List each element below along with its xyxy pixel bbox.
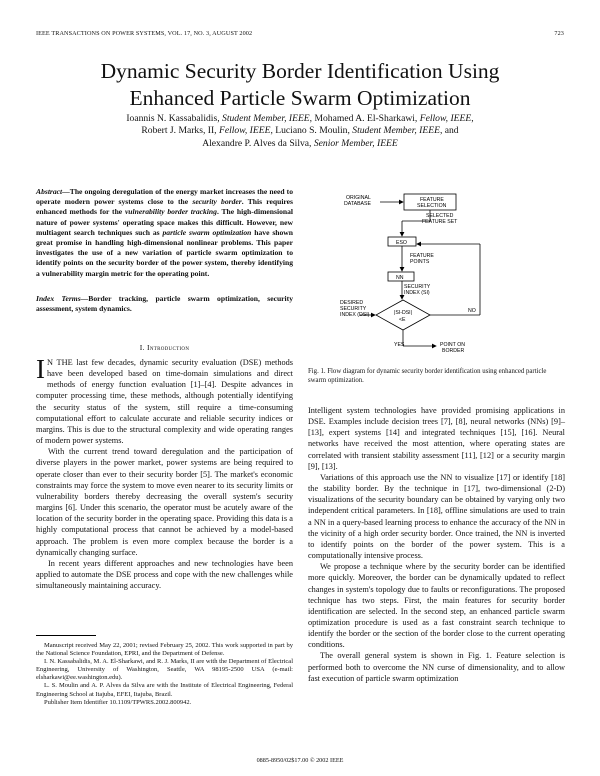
index-terms-text: —Border tracking, particle swarm optimization, security assessment, system dynamics. (36, 294, 293, 314)
author-2: , Mohamed A. El-Sharkawi, (309, 113, 420, 124)
author-3-role: Fellow, IEEE (218, 125, 271, 137)
figure-caption: Fig. 1. Flow diagram for dynamic security border identification using enhanced particle swarm optimization. (308, 368, 547, 384)
author-2-role: Fellow, IEEE (419, 113, 472, 124)
footnote-rule (36, 635, 96, 636)
label-security-2: SECURITY (340, 306, 367, 312)
author-4: , Luciano S. Moulin, (270, 125, 353, 137)
flow-diagram-figure (308, 186, 565, 358)
author-4-end: , and (439, 125, 459, 137)
right-paragraph-1: Intelligent system technologies have provided promising applications in DSE. Examples include decision trees [7], [8], neural networks (NNs) [9]–[13], expert systems [14] and integrated techniques [15], [16]. Neural networks have received the most attention, where operating states are correlated with transient stability assessment [11], [12] or a security margin [9], [13]. (308, 406, 565, 471)
footnote-affiliation-1: I. N. Kassabalidis, M. A. El-Sharkawi, and R. J. Marks, II are with the Department of Electrical Engineering, University of Washington, Seattle, WA 98195-2500 USA (e-mail: elsharkawi@ee.washington.edu). (36, 658, 293, 682)
label-selected: SELECTED (426, 213, 454, 219)
label-yes: YES (394, 342, 405, 348)
footnote-affiliation-2: L. S. Moulin and A. P. Alves da Silva are with the Institute of Electrical Engineering, Federal Engineering School at Itajuba, EFEI, Itajuba, Brazil. (36, 682, 293, 698)
label-point-on: POINT ON (440, 342, 465, 348)
index-terms (36, 294, 293, 314)
label-feature: FEATURE (420, 197, 444, 203)
abstract-text-3: . The high-dimensional nature of power systems' operating space makes this difficult. However, new multiagent search techniques such as (36, 207, 293, 237)
abstract-text-2: . This requires enhanced methods for the (36, 197, 293, 217)
footnotes (36, 642, 293, 707)
author-1: Ioannis N. Kassabalidis, (126, 113, 223, 124)
label-nn: NN (396, 275, 404, 281)
abstract-term-1: security border (192, 197, 242, 207)
label-no: NO (468, 308, 476, 314)
section-heading: I. Introduction (139, 343, 190, 352)
title-line-1: Dynamic Security Border Identification Using (100, 59, 500, 83)
page-number: 723 (554, 30, 564, 37)
label-eso: ESO (396, 240, 407, 246)
abstract-text-4: have shown great promise in handling high-dimensional nonlinear problems. This paper investigates the use of a new variation of particle swarm optimization to identify points on the security border of the power system, thereby identifying a vulnerability margin metric for the operating point. (36, 227, 294, 278)
footnote-received: Manuscript received May 22, 2001; revised February 25, 2002. This work supported in part by the National Science Foundation, EPRI, and the Department of Defense. (36, 642, 293, 658)
label-desired: DESIRED (340, 300, 364, 306)
right-paragraph-3: We propose a technique where by the security border can be identified more quickly. Moreover, the border can be dynamically updated to reflect changes in system's topology due to faults or reconfigurations. The proposed technique has two steps. First, the main features for security border identification are selected. In the second step, an enhanced particle swarm optimization procedure is used as a fast constraint search technique to identify the border or the section of the border close to the current operating conditions. (308, 562, 565, 650)
intro-paragraph-2: With the current trend toward deregulation and the participation of diverse players in the power market, power systems are being required to operate closer than ever to their security border [5]. The market's economic constraints may force the system to move even nearer to its security limits or vulnerability borders thereby decreasing the overall system's security margins [6]. Under this scenario, the operator must be acutely aware of the location of the security border in the operating space. Providing this data is a highly computational process that cannot be achieved by a model-based approach. The problem is even more complex because the border is a dynamically changing surface. (36, 447, 293, 557)
label-index-si: INDEX (SI) (404, 290, 430, 296)
label-selection: SELECTION (417, 203, 447, 209)
author-5-role: Senior Member, IEEE (313, 137, 398, 149)
right-column-body (308, 405, 565, 684)
label-diamond-2: <E (399, 317, 406, 323)
footnote-publisher-id: Publisher Item Identifier 10.1109/TPWRS.2002.800942. (44, 698, 192, 706)
title-line-2: Enhanced Particle Swarm Optimization (129, 86, 471, 110)
abstract-term-3: particle swarm optimization (162, 227, 252, 237)
right-paragraph-4: The overall general system is shown in Fig. 1. Feature selection is performed both to overcome the NN curse of dimensionality, and to allow fast execution of particle swarm optimization (308, 651, 565, 683)
abstract-label: Abstract (36, 187, 63, 196)
label-original: ORIGINAL (346, 195, 371, 201)
intro-paragraph-3: In recent years different approaches and new technologies have been applied to automate the DSE process and cope with the new challenges while simultaneously maintaining accuracy. (36, 558, 293, 591)
abstract (36, 187, 293, 279)
abstract-text-1: —The ongoing deregulation of the energy market increases the need to operate modern power systems close to the (36, 187, 293, 207)
author-5: Alexandre P. Alves da Silva, (202, 137, 314, 149)
introduction-body (36, 354, 293, 591)
label-security: SECURITY (404, 284, 431, 290)
running-header: IEEE TRANSACTIONS ON POWER SYSTEMS, VOL. 17, NO. 3, AUGUST 2002 (36, 30, 253, 37)
paper-title (0, 58, 600, 112)
label-feature-set: FEATURE SET (422, 219, 458, 225)
index-terms-label: Index Terms (36, 294, 81, 303)
label-diamond-1: |SI-DSI| (394, 310, 412, 316)
copyright-line: 0885-8950/02$17.00 © 2002 IEEE (256, 757, 344, 764)
abstract-term-2: vulnerability border tracking (124, 207, 217, 217)
label-feature-points-1: FEATURE (410, 253, 434, 259)
label-border: BORDER (442, 348, 465, 354)
intro-paragraph-1: N THE last few decades, dynamic security evaluation (DSE) methods have been developed based on time-domain simulations and direct methods of energy function evaluation [1]–[4]. Despite advances in computer processing time, these methods, although potentially identifying the security status of the system, still require a time-consuming computational effort to calculate accurate and reliable security indices or margins. This is due to the structural complexity and wide operating ranges of modern power systems. (36, 358, 293, 446)
label-database: DATABASE (344, 201, 371, 207)
author-3: Robert J. Marks, II, (141, 125, 219, 137)
right-paragraph-2: Variations of this approach use the NN to visualize [17] or identify [18] the stability border. By the technique in [17], two-dimensional (2-D) visualizations of the security boundary can be obtained by varying only two independent critical parameters. In [18], offline simulations are used to train a NN in a query-based learning process to enhance the accuracy of the NN in the vicinity of a high order security border. Once trained, the NN is inverted to identify points on the border of the power system. This is a computationally intensive process. (308, 472, 565, 561)
label-feature-points-2: POINTS (410, 259, 430, 265)
author-list: Ioannis N. Kassabalidis, Student Member, IEEE, Mohamed A. El-Sharkawi, Fellow, IEEE, Robert J. Marks, II, Fellow, IEEE, Luciano S. Moulin, Student Member, IEEE, and Alexandre P. Alves da Silva, Senior Member, IEEE (126, 113, 474, 149)
label-index-dsi: INDEX (DSI) (340, 312, 370, 318)
drop-cap: I (36, 354, 45, 384)
author-1-role: Student Member, IEEE (222, 113, 310, 124)
author-4-role: Student Member, IEEE (352, 125, 440, 137)
